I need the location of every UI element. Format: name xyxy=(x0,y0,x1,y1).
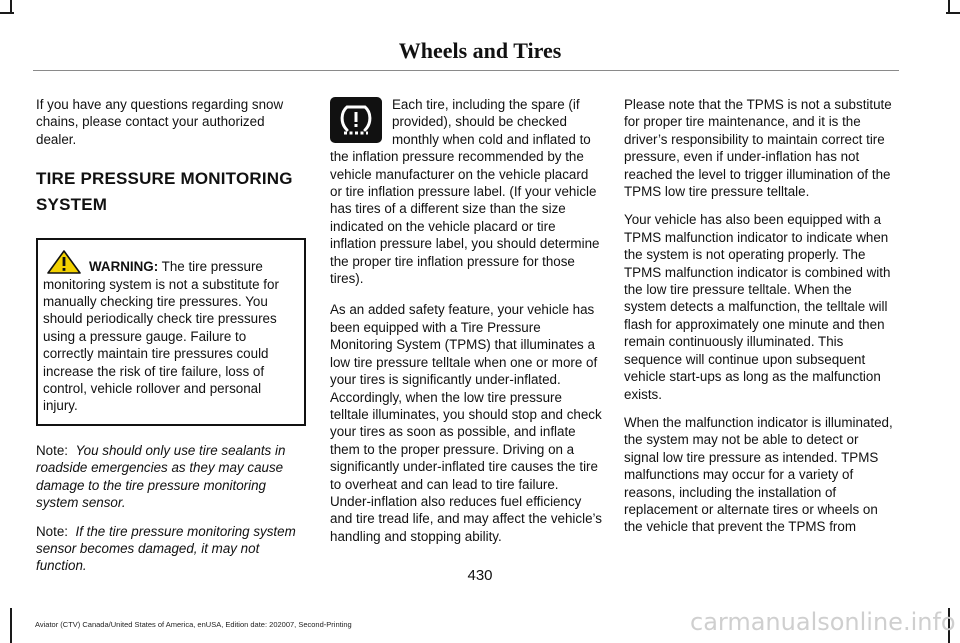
warning-text: The tire pressure monitoring system is not a substitute for manually checking tire pressures. You should periodically check tire pressures using a pressure gauge. Failure to correctly maintain tire pressures could increase the risk of tire failure, loss of control, vehicle rollover and personal injury. xyxy=(43,259,279,414)
tpms-paragraph-1 xyxy=(330,96,602,287)
crop-mark xyxy=(946,12,960,14)
column-left xyxy=(36,96,306,586)
crop-mark xyxy=(0,12,14,14)
tpms-paragraph-4: Your vehicle has also been equipped with a TPMS malfunction indicator to indicate when the system is not operating properly. The TPMS malfunction indicator is combined with the low tire pressure telltale. When the system detects a malfunction, the telltale will flash for approximately one minute and then remain continuously illuminated. This sequence will continue upon subsequent vehicle start-ups as long as the malfunction exists. xyxy=(624,212,891,402)
tpms-paragraph-3: Please note that the TPMS is not a substitute for proper tire maintenance, and it is the driver’s responsibility to maintain correct tire pressure, even if under-inflation has not reached the level to trigger illumination of the TPMS low tire pressure telltale. xyxy=(624,97,892,200)
tpms-paragraph-2: As an added safety feature, your vehicle has been equipped with a Tire Pressure Monitoring System (TPMS) that illuminates a low tire pressure telltale when one or more of your tires is significantly under-inflated. Accordingly, when the low tire pressure telltale illuminates, you should stop and check your tires as soon as possible, and inflate them to the proper pressure. Driving on a significantly under-inflated tire causes the tire to overheat and can lead to tire failure. Under-inflation also reduces fuel efficiency and tire tread life, and may affect the vehicle’s handling and stopping ability. xyxy=(330,302,602,544)
page-title: Wheels and Tires xyxy=(398,38,562,63)
column-right xyxy=(624,96,896,547)
crop-mark xyxy=(10,608,12,643)
section-heading-line1: TIRE PRESSURE MONITORING xyxy=(36,169,293,189)
header-divider xyxy=(33,70,899,71)
watermark: carmanualsonline.info xyxy=(690,608,956,636)
note-text: If the tire pressure monitoring system sensor becomes damaged, it may not function. xyxy=(36,523,296,574)
page-number: 430 xyxy=(467,567,493,584)
warning-label: WARNING: xyxy=(89,259,159,275)
warning-triangle-icon xyxy=(47,250,81,274)
column-middle xyxy=(330,96,602,556)
note-label: Note: xyxy=(36,523,69,539)
tpms-paragraph-5: When the malfunction indicator is illuminated, the system may not be able to detect or signal low tire pressure as intended. TPMS malfunctions may occur for a variety of reasons, including the installation of replacement or alternate tires or wheels on the vehicle that prevent the TPMS from xyxy=(624,414,893,535)
tpms-paragraph-1-text: Each tire, including the spare (if provided), should be checked monthly when cold and inflated to the inflation pressure recommended by the vehicle manufacturer on the vehicle placard or tire inflation pressure label. (If your vehicle has tires of a different size than the size indicated on the vehicle placard or tire inflation pressure label, you should determine the proper tire inflation pressure for those tires). xyxy=(330,97,600,287)
note-text: You should only use tire sealants in roadside emergencies as they may cause damage to the tire pressure monitoring system sensor. xyxy=(36,442,286,511)
note-label: Note: xyxy=(36,442,69,458)
intro-paragraph: If you have any questions regarding snow chains, please contact your authorized dealer. xyxy=(36,97,284,147)
note-1 xyxy=(36,442,306,512)
warning-box xyxy=(36,238,306,426)
edition-footer: Aviator (CTV) Canada/United States of America, enUSA, Edition date: 202007, Second-Printing xyxy=(35,620,352,629)
section-heading-line2: SYSTEM xyxy=(36,195,108,215)
section-heading xyxy=(36,166,306,218)
tire-pressure-telltale-icon xyxy=(330,97,382,143)
